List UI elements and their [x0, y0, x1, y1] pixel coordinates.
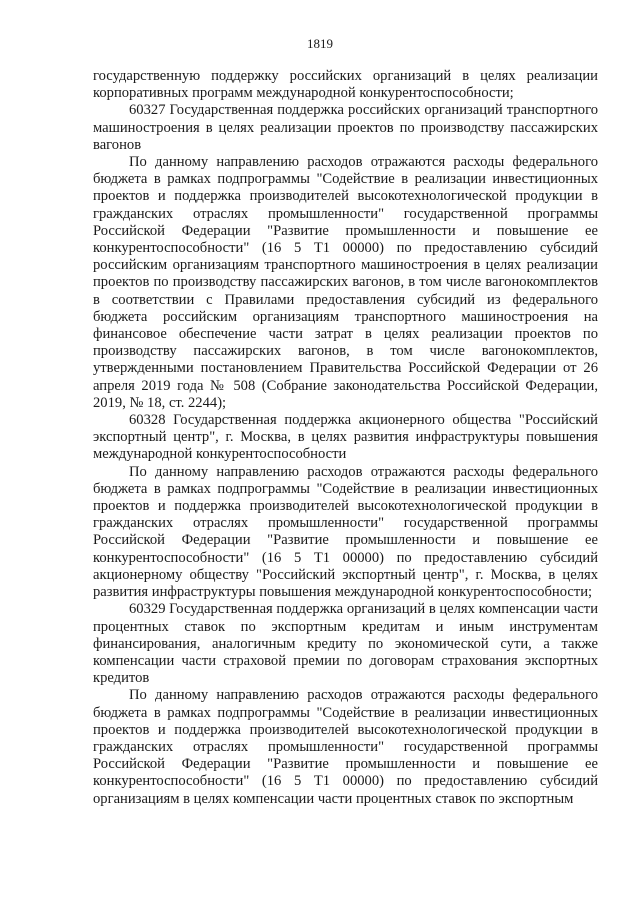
- paragraph-code-60329-description: По данному направлению расходов отражаются расходы федерального бюджета в рамках подпрограммы "Содействие в реализации инвестиционных проектов и поддержка производителей высокотехнологической продукции в гражданских отраслях промышленности" государственной программы Российской Федерации "Развитие промышленности и повышение ее конкурентоспособности" (16 5 Т1 00000) по предоставлению субсидий организациям в целях компенсации части процентных ставок по экспортным: [93, 687, 598, 807]
- paragraph-code-60328-description: По данному направлению расходов отражаются расходы федерального бюджета в рамках подпрограммы "Содействие в реализации инвестиционных проектов и поддержка производителей высокотехнологической продукции в гражданских отраслях промышленности" государственной программы Российской Федерации "Развитие промышленности и повышение ее конкурентоспособности" (16 5 Т1 00000) по предоставлению субсидий акционерному обществу "Российский экспортный центр", г. Москва, в целях развития инфраструктуры повышения международной конкурентоспособности;: [93, 463, 598, 601]
- paragraph-code-60327-heading: 60327 Государственная поддержка российских организаций транспортного машиностроения в целях реализации проектов по производству пассажирских вагонов: [93, 102, 598, 153]
- paragraph-code-60328-heading: 60328 Государственная поддержка акционерного общества "Российский экспортный центр", г. Москва, в целях развития инфраструктуры повышения международной конкурентоспособности: [93, 412, 598, 463]
- document-body: [93, 68, 598, 808]
- page-number: 1819: [307, 36, 333, 51]
- paragraph-code-60327-description: По данному направлению расходов отражаются расходы федерального бюджета в рамках подпрограммы "Содействие в реализации инвестиционных проектов и поддержка производителей высокотехнологической продукции в гражданских отраслях промышленности" государственной программы Российской Федерации "Развитие промышленности и повышение ее конкурентоспособности" (16 5 Т1 00000) по предоставлению субсидий российским организациям транспортного машиностроения в целях реализации проектов по производству пассажирских вагонов, в том числе вагонокомплектов в соответствии с Правилами предоставления субсидий из федерального бюджета российским организациям транспортного машиностроения на финансовое обеспечение части затрат в целях реализации проектов по производству пассажирских вагонов, в том числе вагонокомплектов, утвержденными постановлением Правительства Российской Федерации от 26 апреля 2019 года № 508 (Собрание законодательства Российской Федерации, 2019, № 18, ст. 2244);: [93, 154, 598, 411]
- paragraph-continuation: государственную поддержку российских организаций в целях реализации корпоративных программ международной конкурентоспособности;: [93, 68, 598, 102]
- paragraph-code-60329-heading: 60329 Государственная поддержка организаций в целях компенсации части процентных ставок по экспортным кредитам и иным инструментам финансирования, аналогичным кредиту по экономической сути, а также компенсации части страховой премии по договорам страхования экспортных кредитов: [93, 601, 598, 687]
